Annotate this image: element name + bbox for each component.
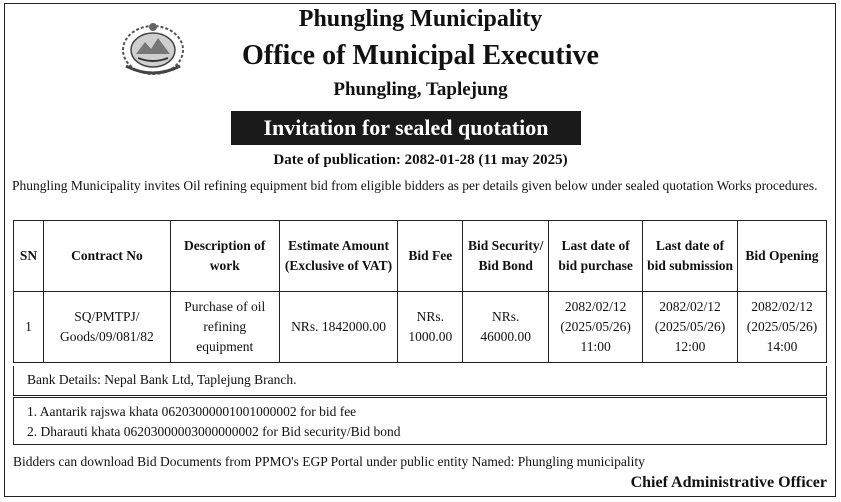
municipality-title: Phungling Municipality <box>298 6 543 32</box>
col-submission-date: Last date of bid submission <box>643 221 738 292</box>
cell-submission-date: 2082/02/12 (2025/05/26) 12:00 <box>643 292 738 363</box>
location-title: Phungling, Taplejung <box>333 79 508 100</box>
bank-details: Bank Details: Nepal Bank Ltd, Taplejung Branch. <box>13 366 827 396</box>
signature-title: Chief Administrative Officer <box>630 474 827 491</box>
notice-banner: Invitation for sealed quotation <box>231 111 581 145</box>
khata-item: 2. Dharauti khata 06203000003000000002 for Bid security/Bid bond <box>27 424 401 439</box>
col-bid-fee: Bid Fee <box>398 221 463 292</box>
col-contract: Contract No <box>43 221 170 292</box>
table-row <box>14 292 827 363</box>
col-bid-security: Bid Security/ Bid Bond <box>463 221 549 292</box>
col-purchase-date: Last date of bid purchase <box>549 221 643 292</box>
intro-text: Phungling Municipality invites Oil refining equipment bid from eligible bidders as per details given below under sealed quotation Works procedures. <box>12 178 818 193</box>
table-header-row <box>14 221 827 292</box>
publication-date: Date of publication: 2082-01-28 (11 may 2025) <box>273 152 568 168</box>
cell-bid-security: NRs. 46000.00 <box>463 292 549 363</box>
cell-description: Purchase of oil refining equipment <box>170 292 279 363</box>
cell-contract: SQ/PMTPJ/ Goods/09/081/82 <box>43 292 170 363</box>
cell-purchase-date: 2082/02/12 (2025/05/26) 11:00 <box>549 292 643 363</box>
cell-bid-opening: 2082/02/12 (2025/05/26) 14:00 <box>737 292 826 363</box>
office-title: Office of Municipal Executive <box>242 40 599 71</box>
footer-note: Bidders can download Bid Documents from PPMO's EGP Portal under public entity Named: Phungling municipality <box>13 454 645 469</box>
col-sn: SN <box>14 221 44 292</box>
khata-list <box>13 397 827 445</box>
khata-item: 1. Aantarik rajswa khata 06203000001001000002 for bid fee <box>27 404 357 419</box>
col-description: Description of work <box>170 221 279 292</box>
bid-table <box>13 220 827 363</box>
cell-estimate: NRs. 1842000.00 <box>279 292 398 363</box>
cell-bid-fee: NRs. 1000.00 <box>398 292 463 363</box>
col-estimate: Estimate Amount (Exclusive of VAT) <box>279 221 398 292</box>
cell-sn: 1 <box>14 292 44 363</box>
col-bid-opening: Bid Opening <box>737 221 826 292</box>
